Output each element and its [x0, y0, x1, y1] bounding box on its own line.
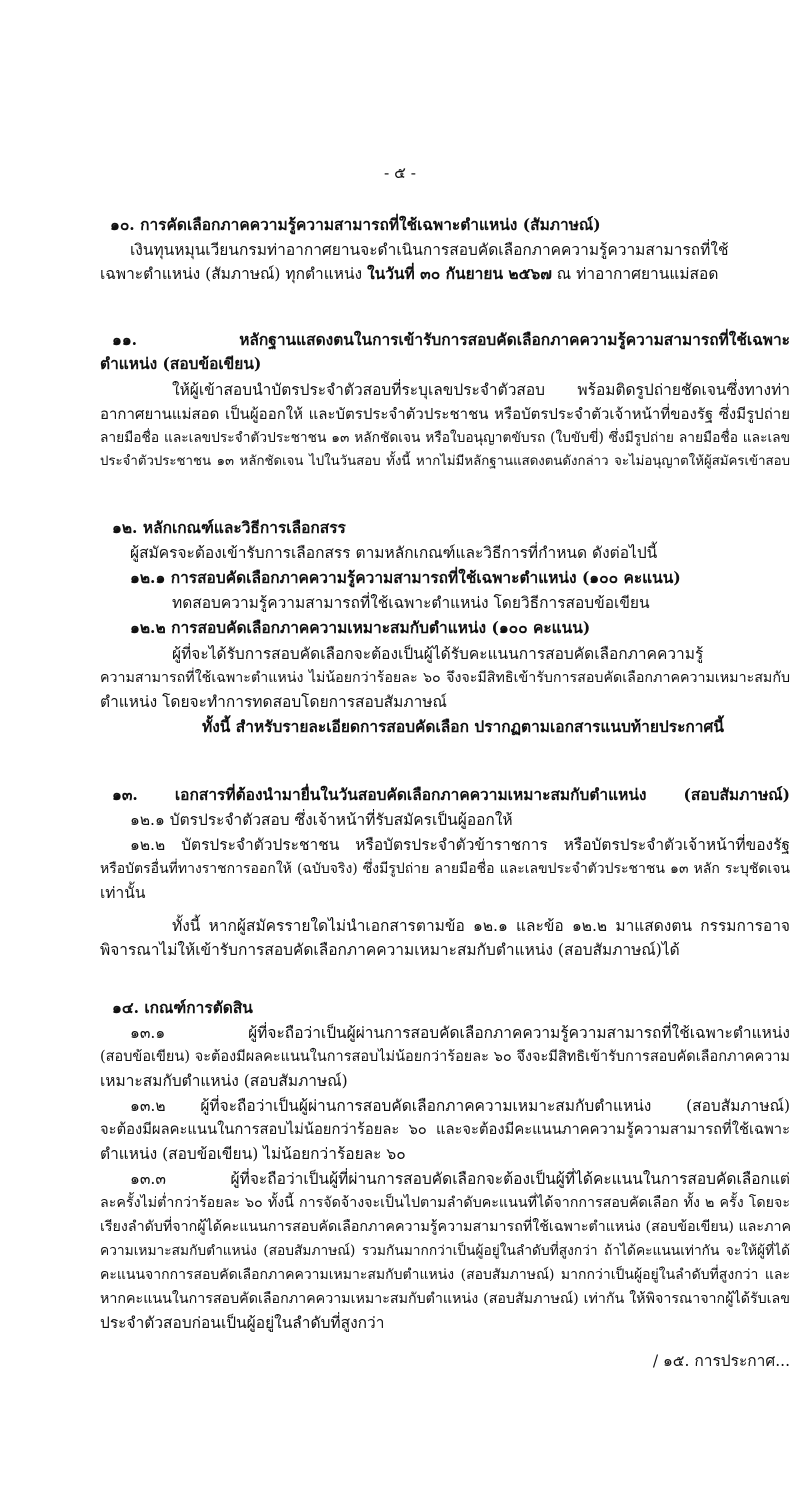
section-11-line-1: ให้ผู้เข้าสอบนำบัตรประจำตัวสอบที่ระบุเลขประจำตัวสอบ พร้อมติดรูปถ่ายชัดเจนซึ่งทางท่า [172, 381, 790, 399]
section-11-heading-2: ตำแหน่ง (สอบข้อเขียน) [100, 354, 262, 373]
section-12-2-line-2: ความสามารถที่ใช้เฉพาะตำแหน่ง ไม่น้อยกว่าร้อยละ ๖๐ จึงจะมีสิทธิเข้ารับการสอบคัดเลือกภาคความเหมาะสมกับ [100, 670, 790, 686]
section-13-heading: ๑๓. เอกสารที่ต้องนำมายื่นในวันสอบคัดเลือกภาคความเหมาะสมกับตำแหน่ง (สอบสัมภาษณ์) [112, 785, 790, 804]
section-14-3-line-2: ละครั้งไม่ต่ำกว่าร้อยละ ๖๐ ทั้งนี้ การจัดจ้างจะเป็นไปตามลำดับคะแนนที่ได้จากการสอบคัดเลือก ทั้ง ๒ ครั้ง โดยจะ [100, 1195, 790, 1211]
section-13-item-2-line-1: ๑๒.๒ บัตรประจำตัวประชาชน หรือบัตรประจำตัวข้าราชการ หรือบัตรประจำตัวเจ้าหน้าที่ของรัฐ [130, 836, 790, 854]
section-11-line-4: ประจำตัวประชาชน ๑๓ หลักชัดเจน ไปในวันสอบ ทั้งนี้ หากไม่มีหลักฐานแสดงตนดังกล่าว จะไม่อนุญาตให้ผู้สมัครเข้าสอบ [100, 454, 790, 469]
section-10-line-2: เฉพาะตำแหน่ง (สัมภาษณ์) ทุกตำแหน่ง ในวันที่ ๓๐ กันยายน ๒๕๖๗ ณ ท่าอากาศยานแม่สอด [100, 264, 719, 283]
section-14-1-line-1: ๑๓.๑ ผู้ที่จะถือว่าเป็นผู้ผ่านการสอบคัดเลือกภาคความรู้ความสามารถที่ใช้เฉพาะตำแหน่ง [130, 1024, 790, 1042]
continuation-marker: / ๑๕. การประกาศ... [652, 1352, 790, 1370]
section-10-heading: ๑๐. การคัดเลือกภาคความรู้ความสามารถที่ใช้เฉพาะตำแหน่ง (สัมภาษณ์) [110, 215, 601, 234]
interview-date: ในวันที่ ๓๐ กันยายน ๒๕๖๗ [367, 264, 552, 283]
section-13-item-2-line-2: หรือบัตรอื่นที่ทางราชการออกให้ (ฉบับจริง) ซึ่งมีรูปถ่าย ลายมือชื่อ และเลขประจำตัวประชาชน ๑๓ หลัก ระบุชัดเจน [100, 861, 790, 877]
section-13-item-1: ๑๒.๑ บัตรประจำตัวสอบ ซึ่งเจ้าหน้าที่รับสมัครเป็นผู้ออกให้ [130, 811, 513, 829]
page-number: - ๕ - [383, 164, 417, 182]
section-14-3-line-7: ประจำตัวสอบก่อนเป็นผู้อยู่ในลำดับที่สูงกว่า [100, 1314, 385, 1332]
section-11-line-2: อากาศยานแม่สอด เป็นผู้ออกให้ และบัตรประจำตัวประชาชน หรือบัตรประจำตัวเจ้าหน้าที่ของรัฐ ซึ่งมีรูปถ่าย [100, 405, 790, 423]
section-11-heading-1: ๑๑. หลักฐานแสดงตนในการเข้ารับการสอบคัดเลือกภาคความรู้ความสามารถที่ใช้เฉพาะ [112, 330, 790, 349]
section-14-2-line-2: จะต้องมีผลคะแนนในการสอบไม่น้อยกว่าร้อยละ ๖๐ และจะต้องมีคะแนนภาคความรู้ความสามารถที่ใช้เฉพาะ [100, 1121, 790, 1138]
section-10-line-1: เงินทุนหมุนเวียนกรมท่าอากาศยานจะดำเนินการสอบคัดเลือกภาคความรู้ความสามารถที่ใช้ [130, 241, 729, 259]
section-12-1-title: ๑๒.๑ การสอบคัดเลือกภาคความรู้ความสามารถที่ใช้เฉพาะตำแหน่ง (๑๐๐ คะแนน) [130, 568, 681, 587]
section-14-3-line-4: ความเหมาะสมกับตำแหน่ง (สอบสัมภาษณ์) รวมกันมากกว่าเป็นผู้อยู่ในลำดับที่สูงกว่า ถ้าได้คะแนนเท่ากัน จะให้ผู้ที่ได้ [100, 1243, 790, 1259]
section-12-1-text: ทดสอบความรู้ความสามารถที่ใช้เฉพาะตำแหน่ง โดยวิธีการสอบข้อเขียน [172, 594, 650, 612]
section-12-intro: ผู้สมัครจะต้องเข้ารับการเลือกสรร ตามหลักเกณฑ์และวิธีการที่กำหนด ดังต่อไปนี้ [130, 544, 658, 562]
section-14-1-line-3: เหมาะสมกับตำแหน่ง (สอบสัมภาษณ์) [100, 1072, 348, 1090]
section-14-3-line-1: ๑๓.๓ ผู้ที่จะถือว่าเป็นผู้ที่ผ่านการสอบคัดเลือกจะต้องเป็นผู้ที่ได้คะแนนในการสอบคัดเลือกแต่ [130, 1170, 790, 1188]
section-14-2-line-1: ๑๓.๒ ผู้ที่จะถือว่าเป็นผู้ผ่านการสอบคัดเลือกภาคความเหมาะสมกับตำแหน่ง (สอบสัมภาษณ์) [130, 1097, 790, 1115]
section-12-heading: ๑๒. หลักเกณฑ์และวิธีการเลือกสรร [112, 518, 346, 537]
section-14-3-line-5: คะแนนจากการสอบคัดเลือกภาคความเหมาะสมกับตำแหน่ง (สอบสัมภาษณ์) มากกว่าเป็นผู้อยู่ในลำดับที่สูงกว่า และ [100, 1267, 790, 1283]
section-14-2-line-3: ตำแหน่ง (สอบข้อเขียน) ไม่น้อยกว่าร้อยละ ๖๐ [100, 1145, 406, 1163]
section-13-note-line-1: ทั้งนี้ หากผู้สมัครรายใดไม่นำเอกสารตามข้อ ๑๒.๑ และข้อ ๑๒.๒ มาแสดงตน กรรมการอาจ [172, 917, 790, 935]
section-12-2-line-3: ตำแหน่ง โดยจะทำการทดสอบโดยการสอบสัมภาษณ์ [100, 693, 447, 711]
section-12-2-title: ๑๒.๒ การสอบคัดเลือกภาคความเหมาะสมกับตำแหน่ง (๑๐๐ คะแนน) [130, 618, 591, 637]
section-13-item-2-line-3: เท่านั้น [100, 884, 146, 902]
section-14-heading: ๑๔. เกณฑ์การตัดสิน [112, 998, 253, 1017]
section-11-line-3: ลายมือชื่อ และเลขประจำตัวประชาชน ๑๓ หลักชัดเจน หรือใบอนุญาตขับรถ (ใบขับขี่) ซึ่งมีรูปถ่าย ลายมือชื่อ และเลข [100, 430, 790, 446]
section-14-1-line-2: (สอบข้อเขียน) จะต้องมีผลคะแนนในการสอบไม่น้อยกว่าร้อยละ ๖๐ จึงจะมีสิทธิเข้ารับการสอบคัดเลือกภาคความ [100, 1049, 790, 1065]
section-12-2-line-1: ผู้ที่จะได้รับการสอบคัดเลือกจะต้องเป็นผู้ได้รับคะแนนการสอบคัดเลือกภาคความรู้ [172, 645, 704, 663]
section-14-3-line-3: เรียงลำดับที่จากผู้ได้คะแนนการสอบคัดเลือกภาคความรู้ความสามารถที่ใช้เฉพาะตำแหน่ง (สอบข้อเขียน) และภาค [100, 1219, 791, 1235]
section-12-note: ทั้งนี้ สำหรับรายละเอียดการสอบคัดเลือก ปรากฏตามเอกสารแนบท้ายประกาศนี้ [202, 717, 724, 736]
section-14-3-line-6: หากคะแนนในการสอบคัดเลือกภาคความเหมาะสมกับตำแหน่ง (สอบสัมภาษณ์) เท่ากัน ให้พิจารณาจากผู้ได้รับเลข [100, 1291, 790, 1307]
section-13-note-line-2: พิจารณาไม่ให้เข้ารับการสอบคัดเลือกภาคความเหมาะสมกับตำแหน่ง (สอบสัมภาษณ์)ได้ [100, 941, 680, 959]
